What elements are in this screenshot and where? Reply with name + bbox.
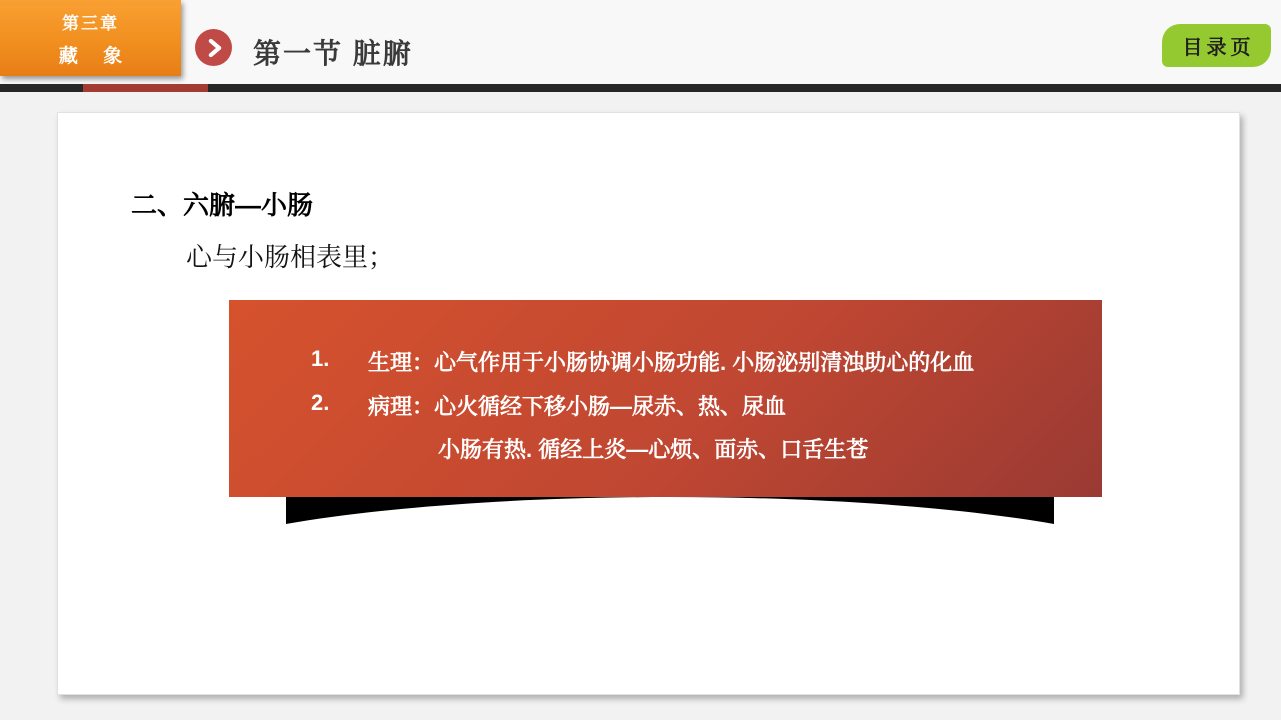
chevron-right-icon: [203, 38, 225, 58]
chapter-tab[interactable]: [0, 0, 181, 76]
list-text: 小肠有热. 循经上炎—心烦、面赤、口舌生苍: [438, 437, 869, 462]
section-chevron-badge: [195, 29, 232, 66]
content-card: [57, 112, 1240, 695]
content-subtitle: 心与小肠相表里；: [186, 242, 395, 272]
ribbon-shadow-shape: [286, 497, 1054, 524]
chapter-number-label: 第三章: [62, 13, 119, 33]
fact-box: [229, 300, 1102, 497]
list-text: 生理：心气作用于小肠协调小肠功能. 小肠泌别清浊助心的化血: [368, 350, 975, 375]
divider-accent-segment: [83, 84, 208, 92]
list-number: 2.: [311, 390, 330, 415]
list-number: 1.: [311, 346, 330, 371]
content-heading: 二、六腑—小肠: [131, 190, 314, 220]
header-bar: [0, 0, 1281, 84]
toc-page-button[interactable]: 目录页: [1162, 24, 1271, 67]
chapter-name-label: 藏 象: [58, 45, 133, 67]
section-title-header: 第一节 脏腑: [253, 38, 413, 69]
list-text: 病理：心火循经下移小肠—尿赤、热、尿血: [368, 394, 787, 419]
